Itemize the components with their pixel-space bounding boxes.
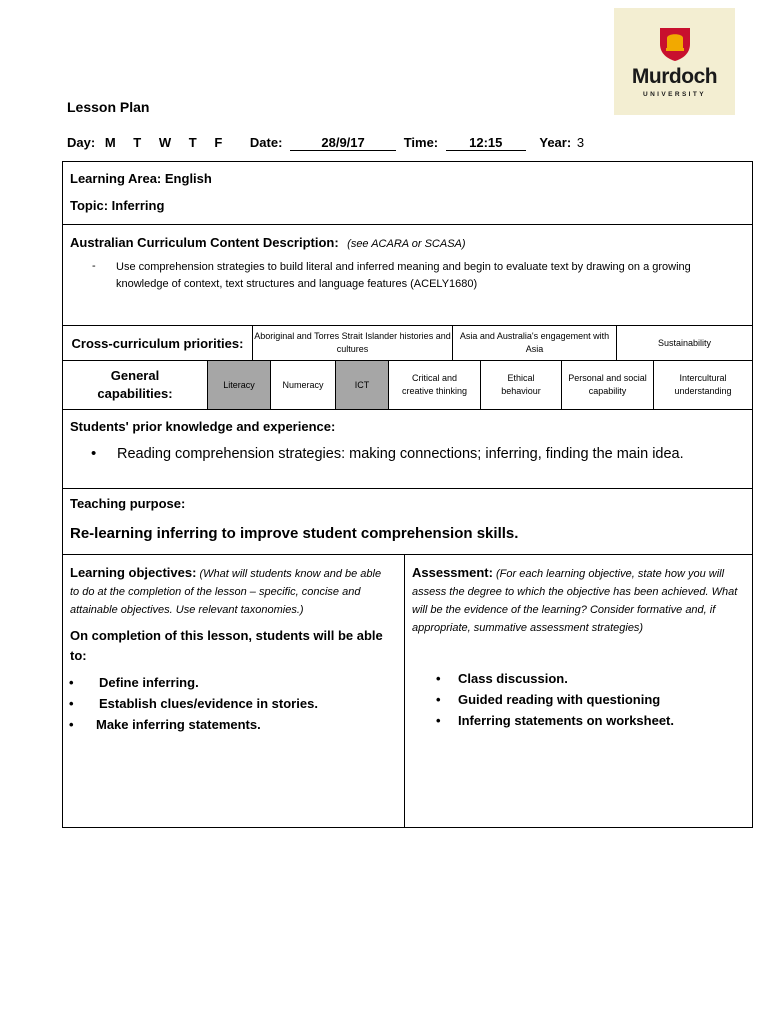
teaching-purpose-label: Teaching purpose:: [70, 496, 186, 511]
day-t: T: [133, 135, 142, 150]
cross-curriculum-label: Cross-curriculum priorities:: [62, 325, 253, 361]
prior-knowledge-label: Students' prior knowledge and experience:: [70, 419, 336, 434]
year-label: Year:: [539, 135, 572, 150]
objectives-lead: On completion of this lesson, students will be able to:: [70, 628, 383, 663]
university-logo: [614, 8, 735, 115]
capability-numeracy: Numeracy: [270, 360, 336, 410]
page-title: Lesson Plan: [67, 99, 150, 115]
teaching-purpose-value: Re-learning inferring to improve student comprehension skills.: [70, 525, 519, 542]
time-value: 12:15: [446, 136, 526, 151]
meta-row: [67, 135, 584, 151]
objective-item: • Make inferring statements.: [63, 717, 393, 732]
date-value: 28/9/17: [290, 136, 396, 151]
curriculum-item: Use comprehension strategies to build literal and inferred meaning and begin to evaluate text by drawing on a growing knowledge of context, text structures and language features (ACELY1680): [116, 261, 691, 290]
day-m: M: [104, 135, 116, 150]
curriculum-heading: Australian Curriculum Content Description: (see ACARA or SCASA): [70, 235, 466, 250]
assessment-item: • Guided reading with questioning: [430, 692, 750, 707]
objective-item: • Define inferring.: [63, 675, 393, 690]
assessment-list: [430, 671, 750, 734]
logo-subtitle: UNIVERSITY: [642, 91, 706, 98]
day-th: T: [188, 135, 197, 150]
assessment-section: [404, 554, 753, 828]
capability-personal: Personal and social capability: [561, 360, 654, 410]
capability-ethical: Ethical behaviour: [480, 360, 562, 410]
curriculum-section: [62, 224, 753, 326]
capability-ict: ICT: [335, 360, 389, 410]
prior-knowledge-section: [62, 409, 753, 489]
topic: Topic: Inferring: [70, 198, 165, 213]
day-w: W: [158, 135, 172, 150]
day-label: Day:: [67, 135, 96, 150]
objectives-list: [63, 675, 393, 738]
assessment-item: • Class discussion.: [430, 671, 750, 686]
crest-icon: [658, 26, 692, 62]
area-topic-section: [62, 161, 753, 225]
objectives-section: [62, 554, 405, 828]
learning-area: Learning Area: English: [70, 171, 212, 186]
curriculum-dash: -: [92, 260, 96, 272]
teaching-purpose-section: [62, 488, 753, 555]
capability-critical: Critical and creative thinking: [388, 360, 481, 410]
cross-item-sustainability: Sustainability: [616, 325, 753, 361]
prior-knowledge-bullet: •: [91, 445, 97, 462]
cross-item-asia: Asia and Australia's engagement with Asia: [452, 325, 617, 361]
year-value: 3: [576, 135, 585, 150]
capability-intercultural: Intercultural understanding: [653, 360, 753, 410]
capability-literacy: Literacy: [207, 360, 271, 410]
date-label: Date:: [249, 135, 283, 150]
cross-item-aboriginal: Aboriginal and Torres Strait Islander histories and cultures: [252, 325, 453, 361]
assessment-heading: Assessment: (For each learning objective, state how you will assess the degree to which the objective has been achieved. What will be the evidence of the learning? Consider formative and, if appropriate, summative assessment strategies): [412, 565, 738, 634]
time-label: Time:: [403, 135, 439, 150]
objective-item: • Establish clues/evidence in stories.: [63, 696, 393, 711]
day-f: F: [214, 135, 223, 150]
prior-knowledge-item: Reading comprehension strategies: making connections; inferring, finding the main idea.: [117, 446, 684, 462]
assessment-item: • Inferring statements on worksheet.: [430, 713, 750, 728]
logo-name: Murdoch: [631, 65, 718, 88]
objectives-heading: Learning objectives: (What will students know and be able to do at the completion of the lesson – specific, concise and attainable objectives. Use relevant taxonomies.): [70, 565, 382, 616]
capabilities-label: General capabilities:: [62, 360, 208, 410]
